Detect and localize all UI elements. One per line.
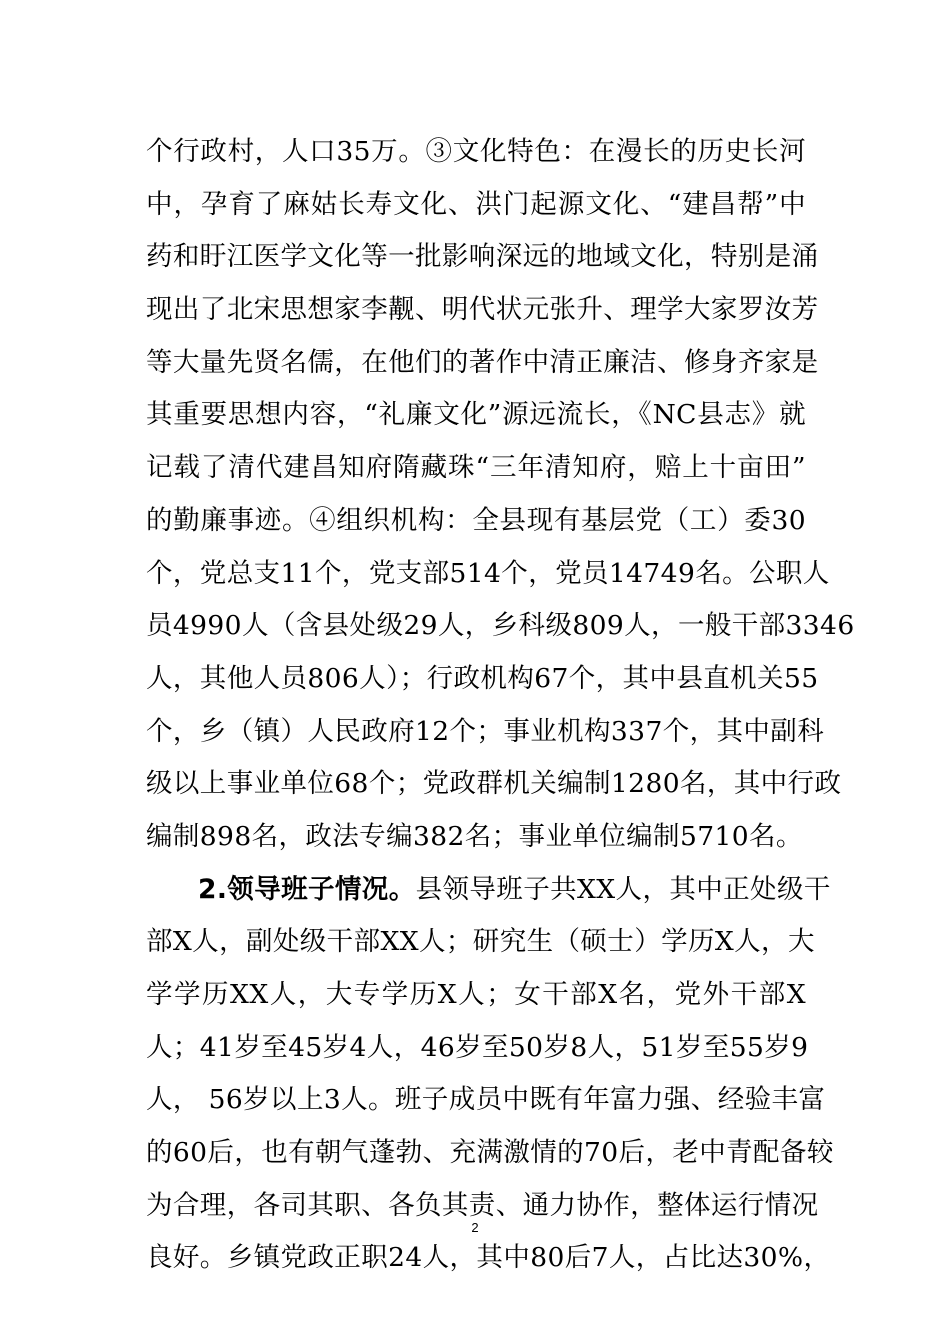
text-line: 学学历XX人，大专学历X人；女干部X名，党外干部X [146,979,806,1010]
text-line: 人，其他人员806人）；行政机构67个，其中县直机关55 [146,662,819,694]
text-line: 良好。乡镇党政正职24人，其中80后7人，占比达30%， [146,1242,831,1274]
text-line: 为合理，各司其职、各负其责、通力协作，整体运行情况 [146,1189,819,1221]
text-line: 个，乡（镇）人民政府12个；事业机构337个，其中副科 [146,715,825,747]
text-line: 人；41岁至45岁4人，46岁至50岁8人，51岁至55岁9 [146,1031,809,1063]
body-text [146,126,855,1285]
text-line: 个行政村，人口35万。③文化特色：在漫长的历史长河 [146,136,806,167]
text-line: 记载了清代建昌知府隋藏珠“三年清知府，赔上十亩田” [146,452,806,484]
text-line: 中，孕育了麻姑长寿文化、洪门起源文化、“建昌帮”中 [146,188,806,220]
text-line: 的60后，也有朝气蓬勃、充满激情的70后，老中青配备较 [146,1137,834,1169]
paragraph-first-line [146,864,831,917]
text-line: 个，党总支11个，党支部514个，党员14749名。公职人 [146,557,830,589]
section-heading: 2.领导班子情况。 [198,873,416,905]
heading-line-text: 县领导班子共XX人，其中正处级干 [415,873,831,905]
text-line: 药和盱江医学文化等一批影响深远的地域文化，特别是涌 [146,241,819,273]
text-line: 人， 56岁以上3人。班子成员中既有年富力强、经验丰富 [146,1084,826,1116]
text-line: 等大量先贤名儒，在他们的著作中清正廉洁、修身齐家是 [146,346,819,378]
text-line: 级以上事业单位68个；党政群机关编制1280名，其中行政 [146,768,842,800]
page-number: 2 [471,1220,479,1235]
text-line: 部X人，副处级干部XX人；研究生（硕士）学历X人，大 [146,926,815,958]
text-line: 其重要思想内容，“礼廉文化”源远流长，《NC县志》就 [146,399,806,431]
text-line: 编制898名，政法专编382名；事业单位编制5710名。 [146,820,803,852]
paragraph-1 [146,126,855,864]
text-line: 员4990人（含县处级29人，乡科级809人，一般干部3346 [146,610,855,642]
text-line: 现出了北宋思想家李觏、明代状元张升、理学大家罗汝芳 [146,294,819,326]
text-line: 的勤廉事迹。④组织机构：全县现有基层党（工）委30 [146,504,806,536]
